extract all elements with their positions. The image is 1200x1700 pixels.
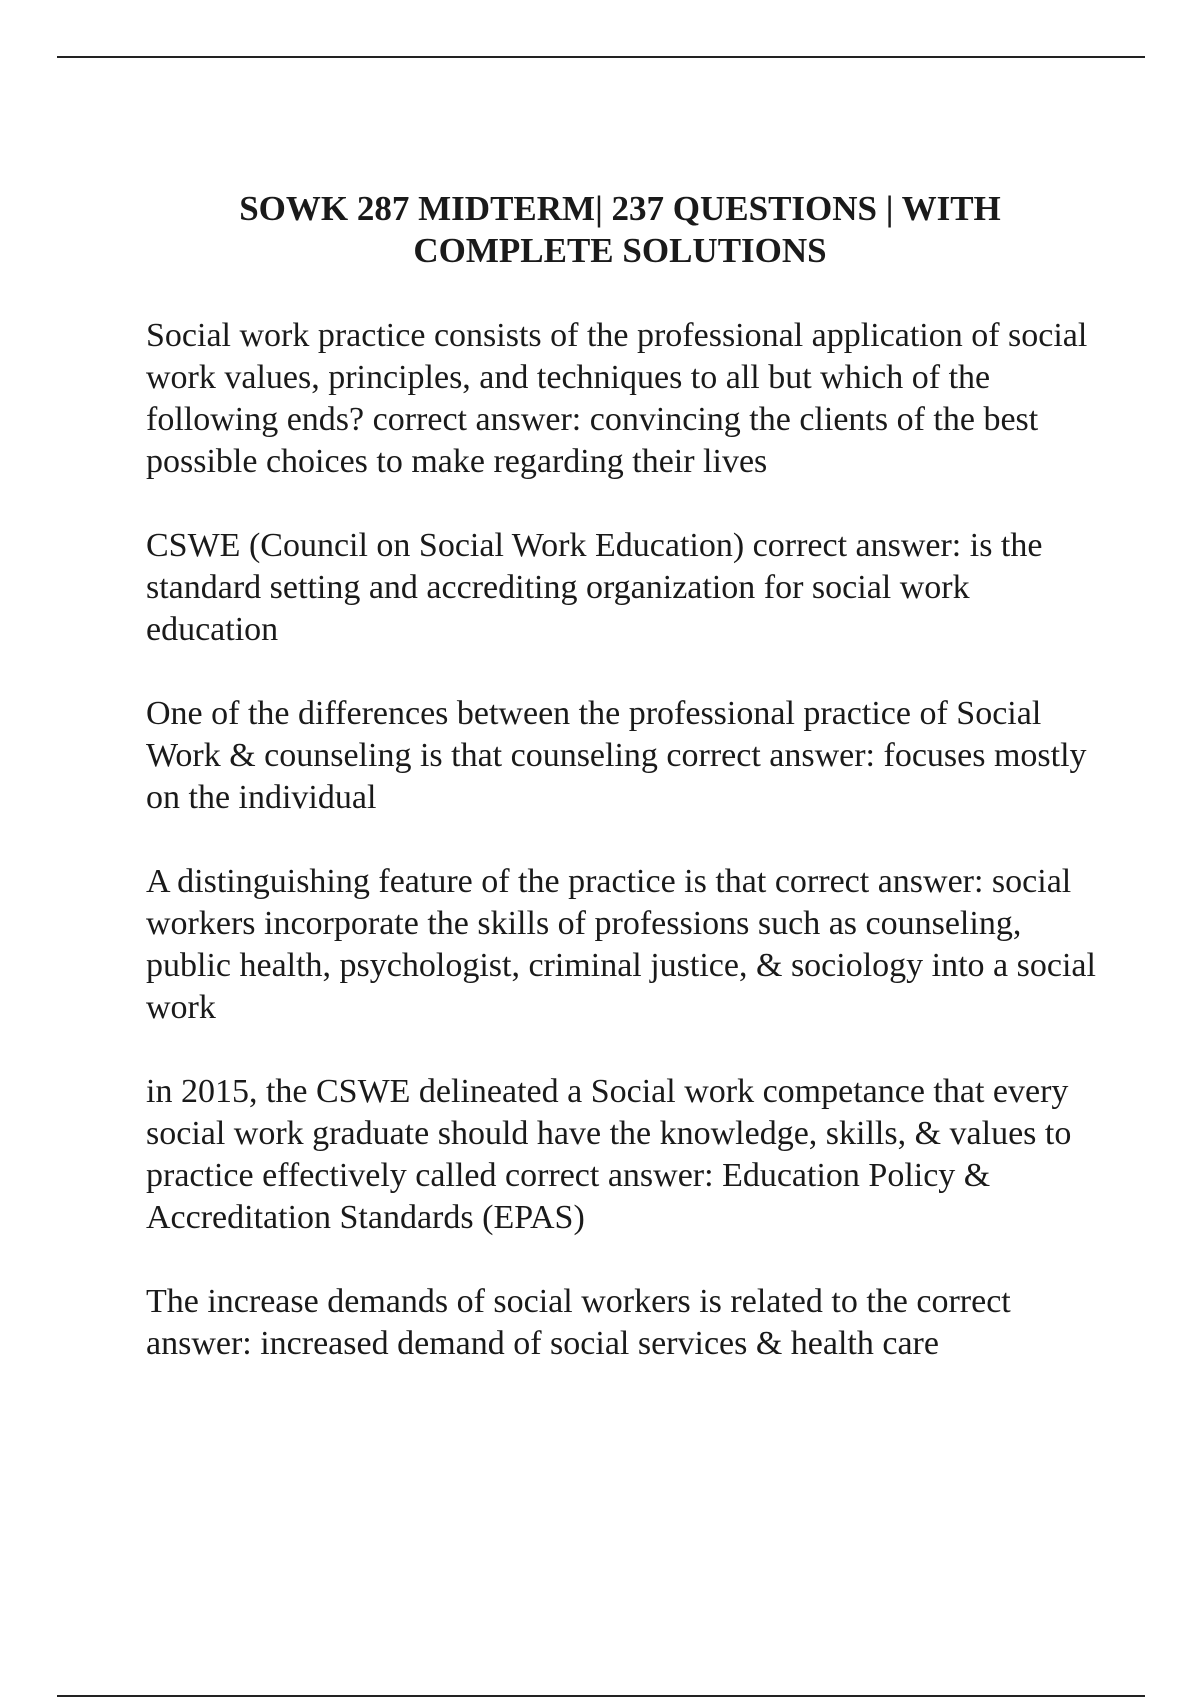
qa-item: The increase demands of social workers is related to the correct answer: increased demand of social services & health care <box>146 1283 1011 1362</box>
qa-list <box>146 315 1106 1407</box>
top-divider <box>57 56 1145 58</box>
qa-item: One of the differences between the professional practice of Social Work & counseling is that counseling correct answer: focuses mostly on the individual <box>146 695 1087 816</box>
qa-item: CSWE (Council on Social Work Education) correct answer: is the standard setting and accrediting organization for social work education <box>146 527 1043 648</box>
qa-item: Social work practice consists of the professional application of social work values, principles, and techniques to all but which of the following ends? correct answer: convincing the clients of the best possible choices to make regarding their lives <box>146 317 1088 480</box>
document-title: SOWK 287 MIDTERM| 237 QUESTIONS | WITH COMPLETE SOLUTIONS <box>239 189 1001 270</box>
bottom-divider <box>57 1695 1145 1697</box>
qa-item: A distinguishing feature of the practice is that correct answer: social workers incorporate the skills of professions such as counseling, public health, psychologist, criminal justice, & sociology into a social work <box>146 863 1096 1026</box>
qa-item: in 2015, the CSWE delineated a Social work competance that every social work graduate should have the knowledge, skills, & values to practice effectively called correct answer: Education Policy & Accreditation Standards (EPAS) <box>146 1073 1072 1236</box>
